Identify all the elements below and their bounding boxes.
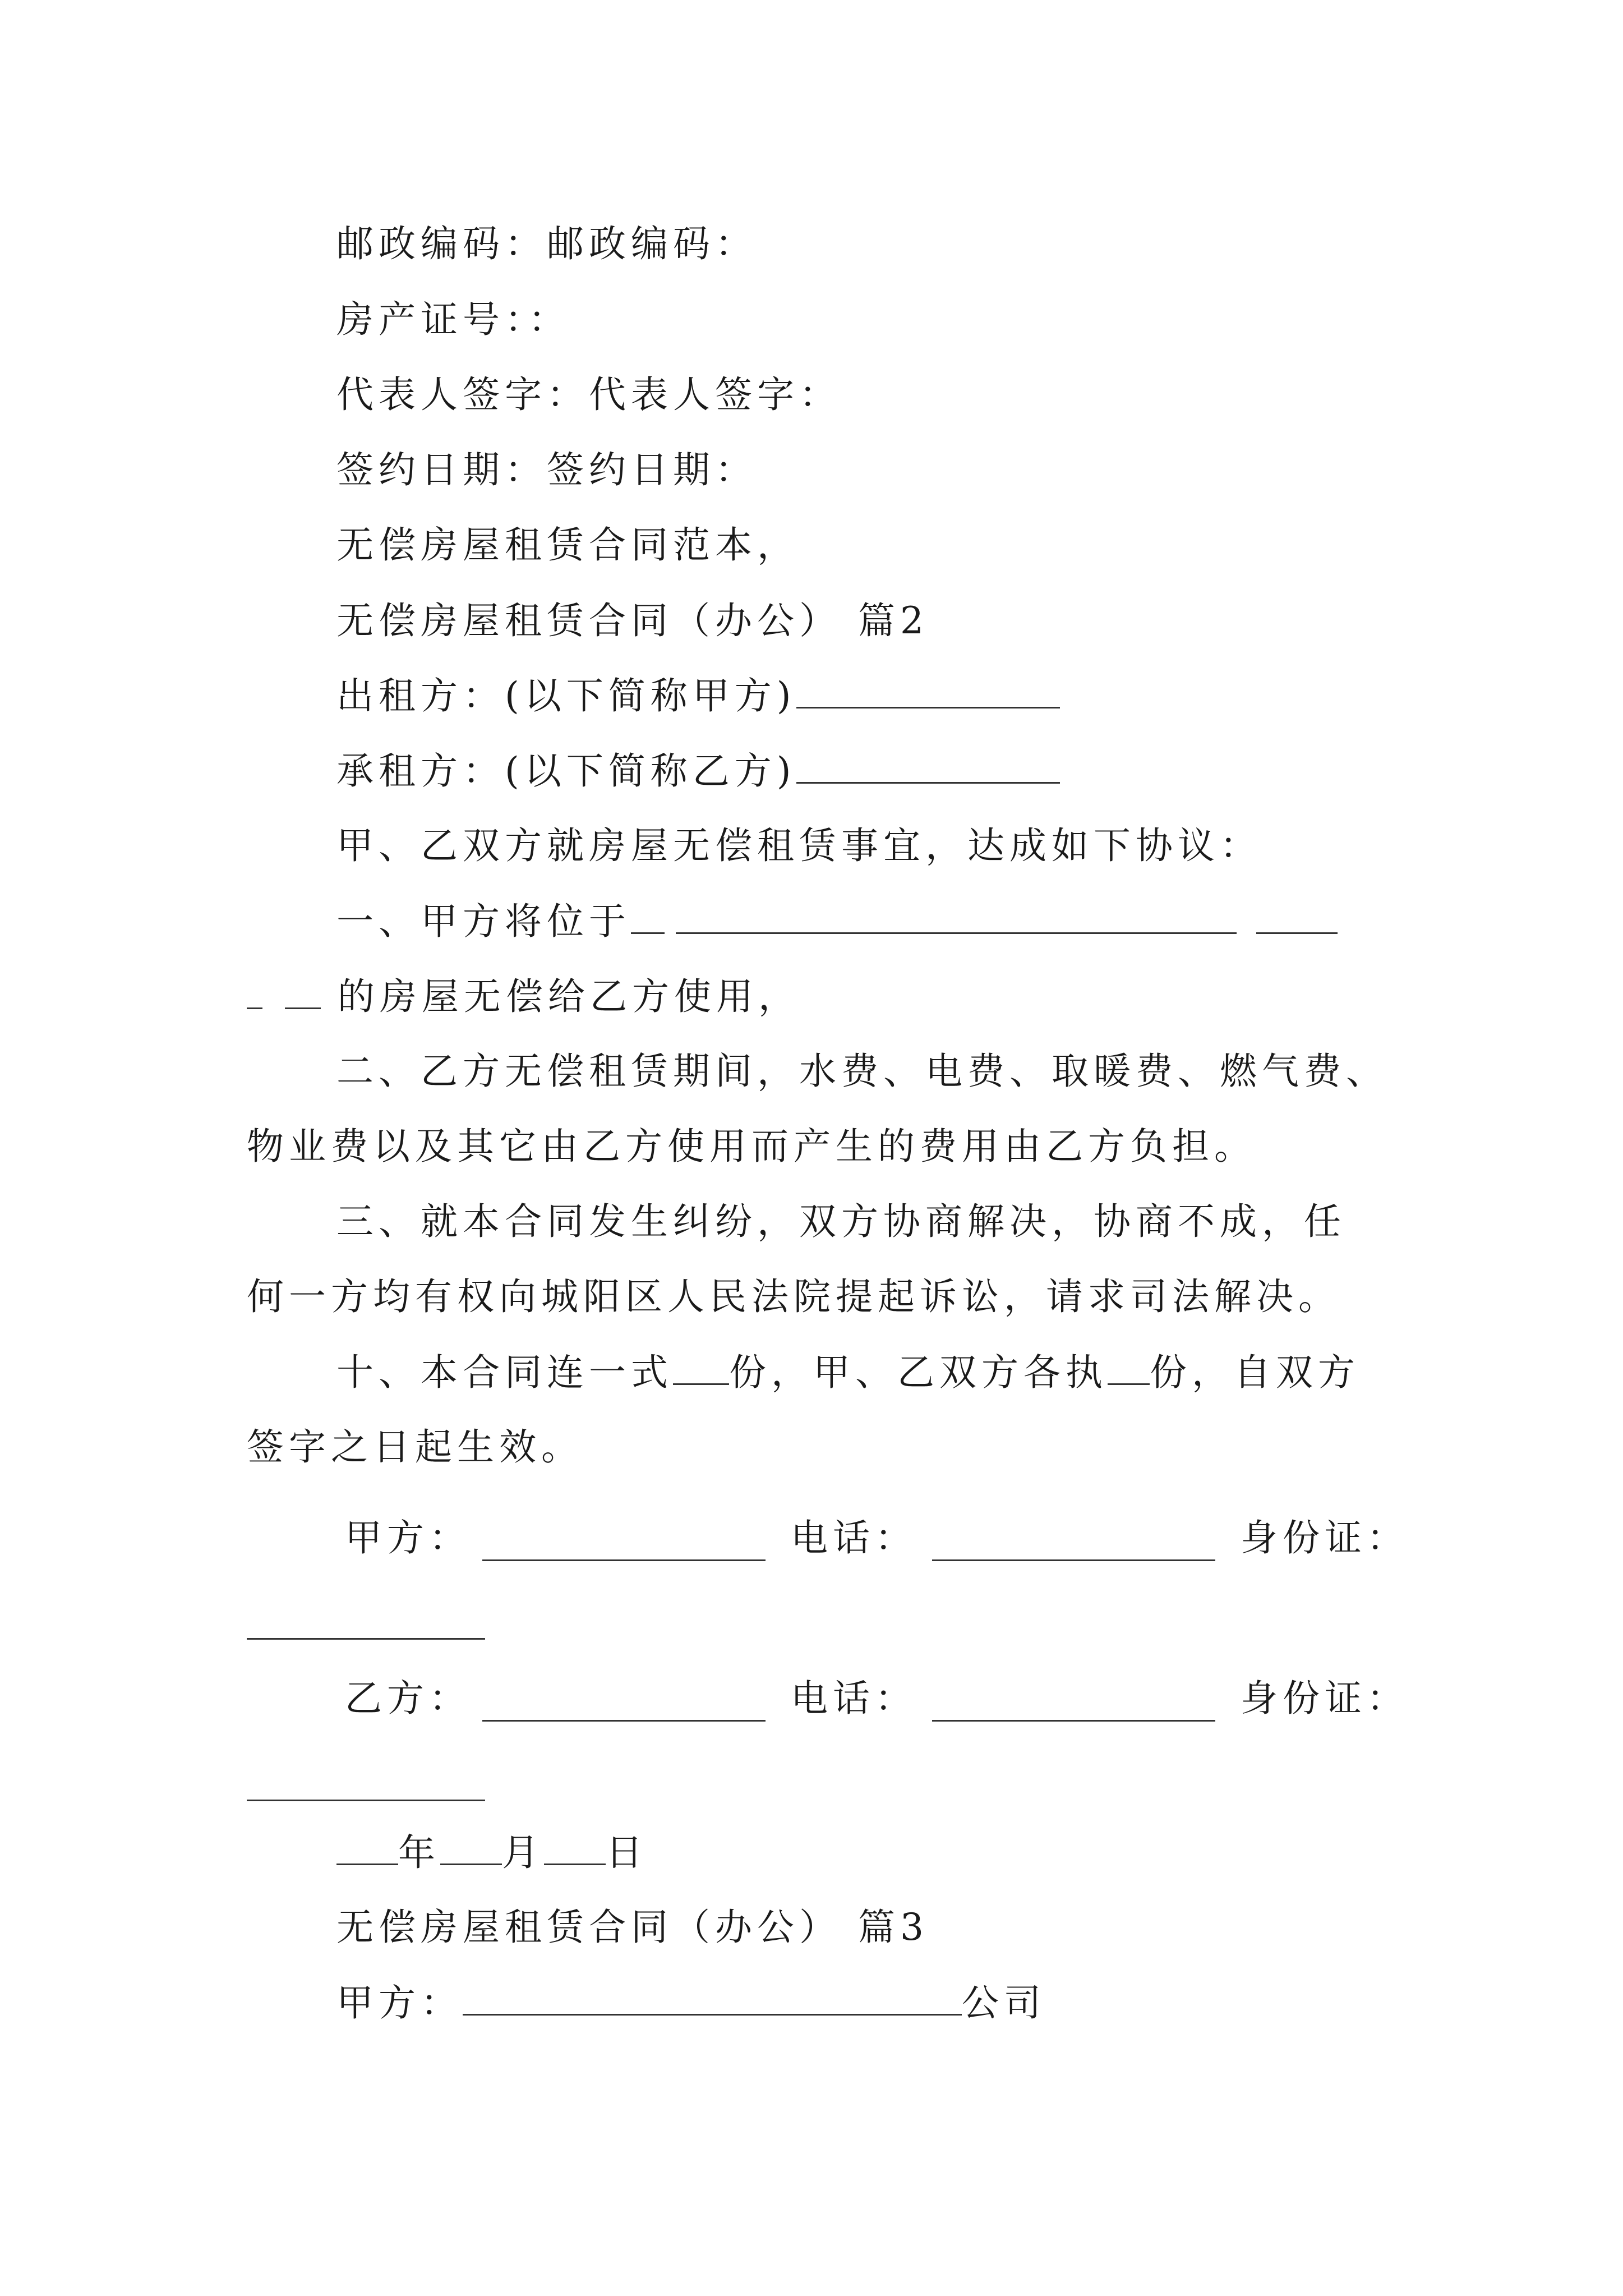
copies-blank <box>673 1350 729 1385</box>
clause-2-line-1: 二、乙方无偿租赁期间，水费、电费、取暖费、燃气费、 <box>336 1050 1388 1093</box>
signing-date-line: 签约日期：签约日期： <box>336 448 757 491</box>
party-a-label: 甲方： <box>345 1516 471 1559</box>
location-blank-4 <box>247 974 262 1009</box>
lessee-line <box>336 748 1060 794</box>
month-label: 月 <box>502 1831 544 1874</box>
clause-10-text-c: 份，自双方 <box>1150 1351 1360 1394</box>
clause-1-text-a: 一、甲方将位于 <box>336 900 631 943</box>
copies-each-blank <box>1108 1350 1150 1385</box>
party-b-phone-blank <box>932 1686 1215 1722</box>
day-label: 日 <box>606 1831 648 1874</box>
clause-1-text-b: 的房屋无偿给乙方使用， <box>338 975 800 1018</box>
clause-3-line-1: 三、就本合同发生纠纷，双方协商解决，协商不成，任 <box>336 1200 1346 1243</box>
agreement-intro: 甲、乙双方就房屋无偿租赁事宜，达成如下协议： <box>336 824 1262 867</box>
party-b-id-blank <box>247 1766 485 1801</box>
clause-10-line-2: 签字之日起生效。 <box>247 1425 583 1469</box>
property-deed-line: 房产证号：： <box>336 298 570 341</box>
party-a-id-blank <box>247 1604 485 1640</box>
day-blank <box>544 1830 606 1865</box>
lessor-label: 出租方：(以下简称甲方) <box>336 674 796 717</box>
party-a3-label: 甲方： <box>336 1981 463 2024</box>
clause-1-line-1 <box>336 899 1338 944</box>
party-b-blank <box>482 1686 766 1722</box>
lessor-line <box>336 673 1060 719</box>
clause-3-line-2: 何一方均有权向城阳区人民法院提起诉讼，请求司法解决。 <box>247 1275 1340 1318</box>
representative-signature-line: 代表人签字：代表人签字： <box>336 373 841 416</box>
section-heading-3: 无偿房屋租赁合同（办公） 篇3 <box>336 1906 929 1949</box>
template-title: 无偿房屋租赁合同范本， <box>336 523 799 567</box>
party-a-company-line <box>336 1980 1046 2026</box>
clause-10-line-1 <box>336 1350 1360 1395</box>
postal-code-line: 邮政编码：邮政编码： <box>336 222 757 265</box>
company-name-blank <box>463 1980 962 2016</box>
party-b-id-label: 身份证： <box>1241 1677 1409 1720</box>
section-heading-2: 无偿房屋租赁合同（办公） 篇2 <box>336 599 929 642</box>
party-a-phone-label: 电话： <box>791 1516 917 1559</box>
clause-2-line-2: 物业费以及其它由乙方使用而产生的费用由乙方负担。 <box>247 1125 1256 1168</box>
location-blank-2 <box>676 899 1237 934</box>
party-a-phone-blank <box>932 1526 1215 1561</box>
clause-10-text-a: 十、本合同连一式 <box>336 1351 673 1394</box>
party-a-blank <box>482 1526 766 1561</box>
location-blank-5 <box>285 974 321 1009</box>
company-label: 公司 <box>962 1981 1046 2024</box>
clause-1-line-2 <box>247 974 800 1019</box>
year-label: 年 <box>398 1831 440 1874</box>
party-b-label: 乙方： <box>345 1677 471 1720</box>
location-blank-1 <box>631 899 665 934</box>
month-blank <box>440 1830 502 1865</box>
clause-10-text-b: 份，甲、乙双方各执 <box>729 1351 1108 1394</box>
year-blank <box>336 1830 398 1865</box>
lessee-blank <box>796 748 1060 784</box>
party-a-id-label: 身份证： <box>1241 1516 1409 1559</box>
party-b-phone-label: 电话： <box>791 1677 917 1720</box>
date-line <box>336 1830 648 1875</box>
location-blank-3 <box>1256 899 1338 934</box>
lessor-blank <box>796 673 1060 708</box>
lessee-label: 承租方：(以下简称乙方) <box>336 749 796 793</box>
